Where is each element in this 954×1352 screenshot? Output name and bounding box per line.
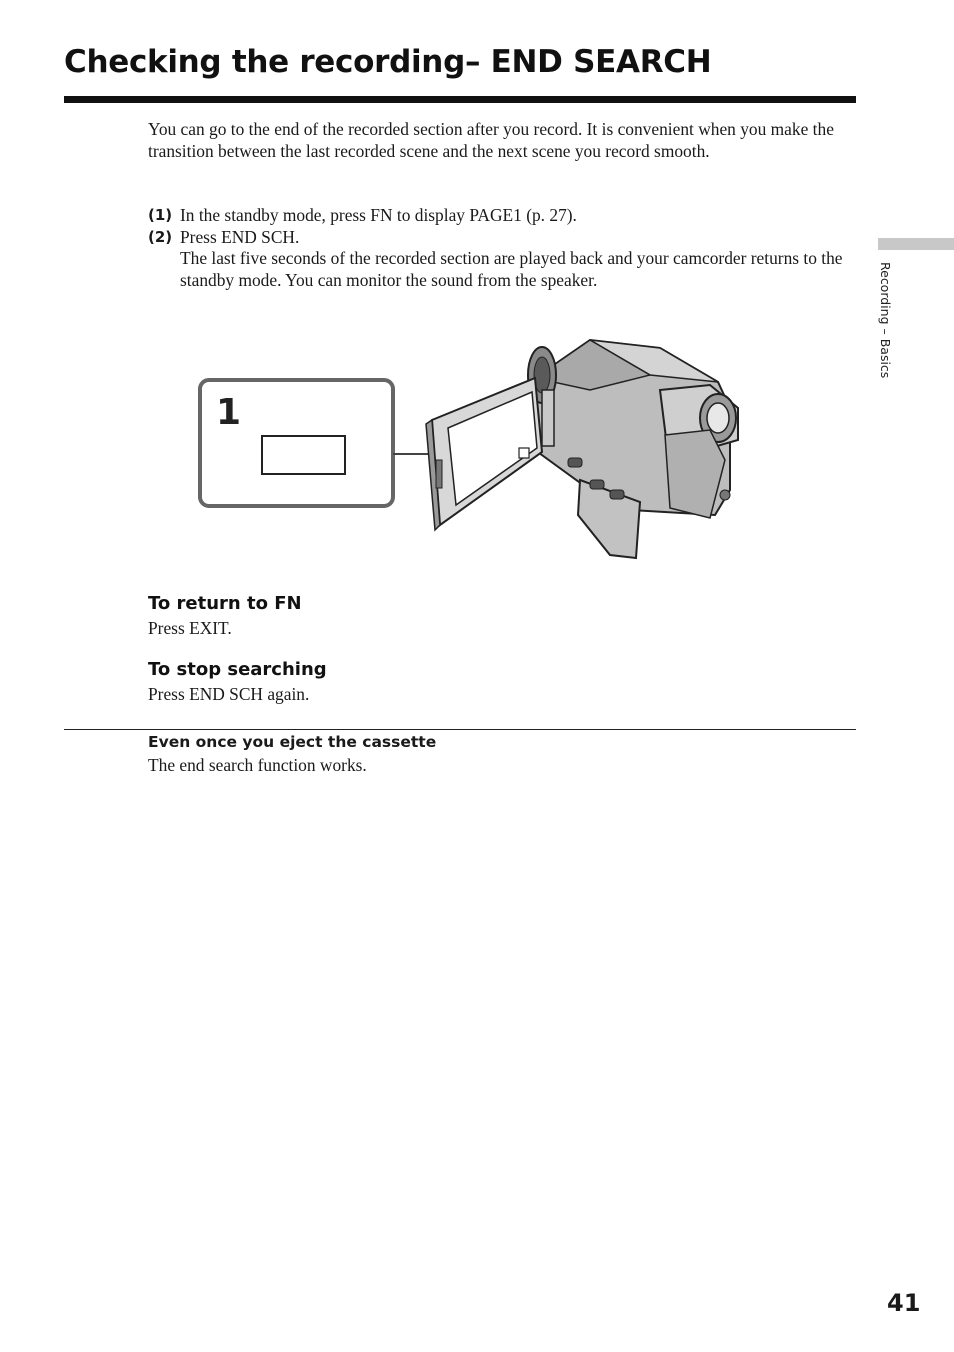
camcorder-icon	[426, 340, 738, 558]
note-heading: Even once you eject the cassette	[148, 733, 437, 751]
step-detail: The last five seconds of the recorded section are played back and your camcorder returns to the standby mode. You can monitor the sound from the speaker.	[180, 248, 843, 290]
section-text: Press EXIT.	[148, 618, 232, 638]
step-item	[148, 205, 848, 227]
section-heading: To return to FN	[148, 593, 302, 614]
page-title: Checking the recording– END SEARCH	[64, 44, 712, 80]
step-callout-number: 1	[216, 392, 242, 433]
section-side-label: Recording – Basics	[878, 262, 893, 379]
step-number: (1)	[148, 206, 173, 224]
step-number: (2)	[148, 227, 173, 246]
section-tab-marker	[878, 238, 954, 250]
step-text: In the standby mode, press FN to display PAGE1 (p. 27).	[180, 205, 577, 225]
page-number: 41	[887, 1289, 921, 1317]
note-divider	[64, 729, 856, 730]
title-rule	[64, 96, 856, 103]
step-list	[148, 205, 848, 291]
step-item	[148, 227, 848, 292]
step-text: Press END SCH.	[180, 226, 300, 247]
intro-paragraph: You can go to the end of the recorded section after you record. It is convenient when you make the transition between the last recorded scene and the next scene you record smooth.	[148, 119, 834, 161]
end-sch-button-indicator	[262, 436, 345, 474]
note-text: The end search function works.	[148, 755, 367, 775]
section-text: Press END SCH again.	[148, 684, 310, 704]
section-heading: To stop searching	[148, 659, 327, 680]
camcorder-illustration	[190, 330, 750, 565]
